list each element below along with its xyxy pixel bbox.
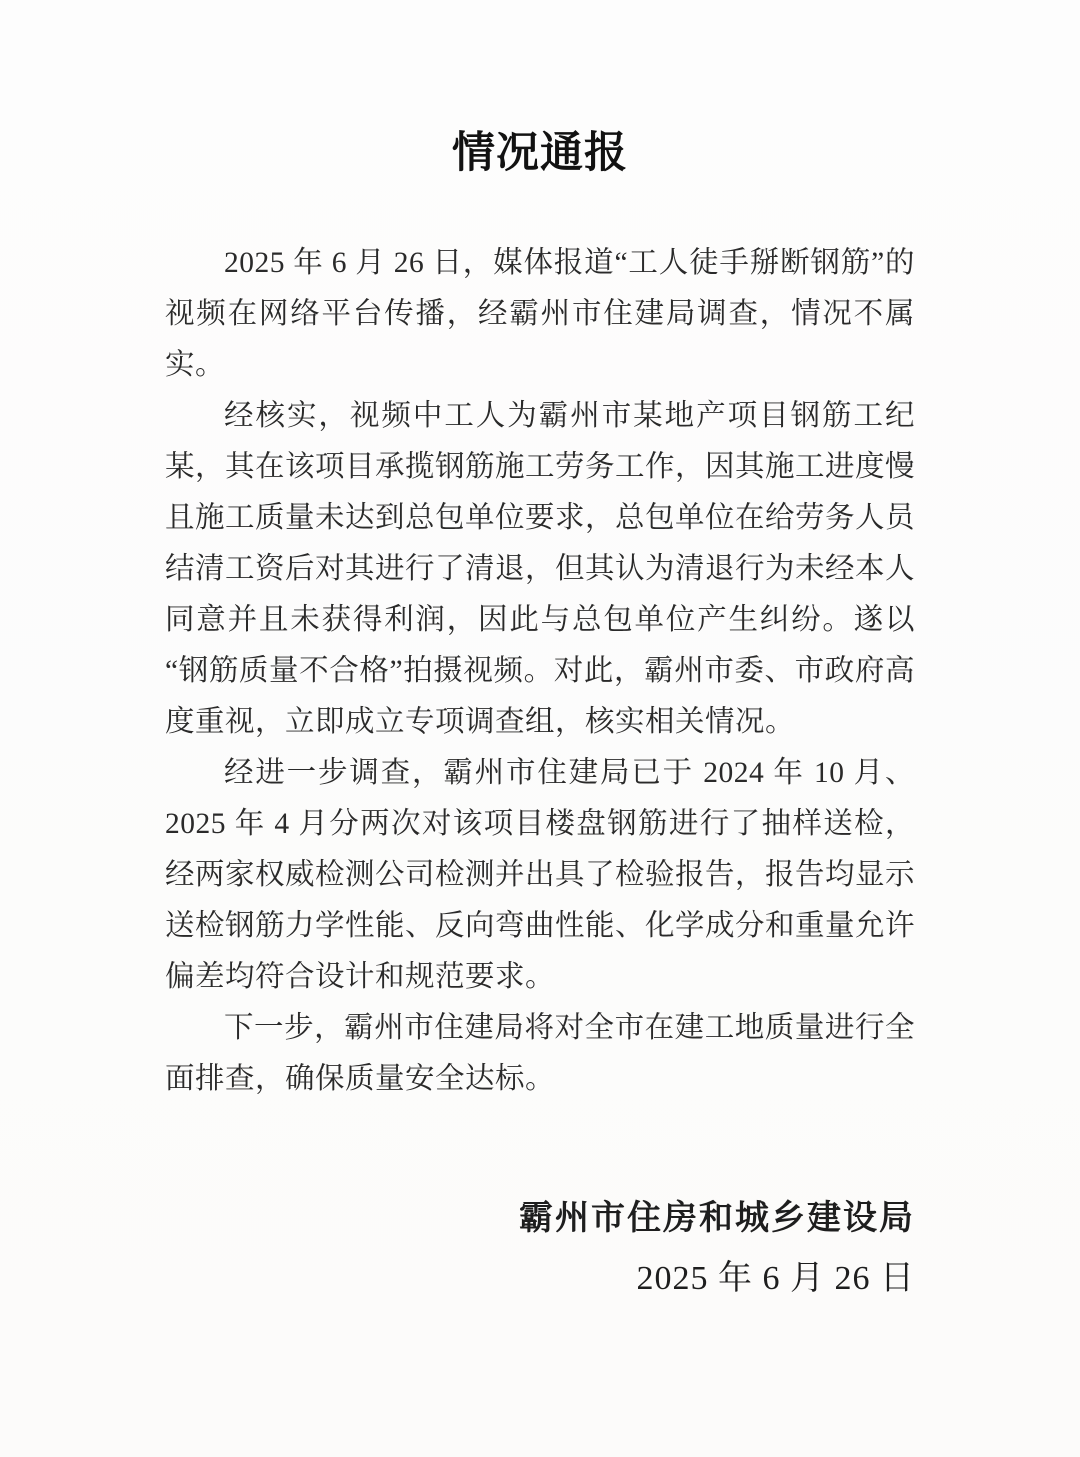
signature-date: 2025 年 6 月 26 日 xyxy=(636,1260,915,1297)
document-body xyxy=(165,238,915,1105)
document-title: 情况通报 xyxy=(452,130,628,177)
paragraph-4: 下一步，霸州市住建局将对全市在建工地质量进行全面排查，确保质量安全达标。 xyxy=(165,1012,915,1095)
signature-block xyxy=(165,1197,915,1301)
paragraph-2: 经核实，视频中工人为霸州市某地产项目钢筋工纪某，其在该项目承揽钢筋施工劳务工作，因其施工进度慢且施工质量未达到总包单位要求，总包单位在给劳务人员结清工资后对其进行了清退，但其认为清退行为未经本人同意并且未获得利润，因此与总包单位产生纠纷。遂以“钢筋质量不合格”拍摄视频。对此，霸州市委、市政府高度重视，立即成立专项调查组，核实相关情况。 xyxy=(165,400,916,738)
paragraph-1: 2025 年 6 月 26 日，媒体报道“工人徒手掰断钢筋”的视频在网络平台传播，经霸州市住建局调查，情况不属实。 xyxy=(165,247,915,381)
paragraph-3: 经进一步调查，霸州市住建局已于 2024 年 10 月、2025 年 4 月分两次对该项目楼盘钢筋进行了抽样送检，经两家权威检测公司检测并出具了检验报告，报告均显示送检钢筋力学性能、反向弯曲性能、化学成分和重量允许偏差均符合设计和规范要求。 xyxy=(165,757,916,993)
signature-organization: 霸州市住房和城乡建设局 xyxy=(519,1200,915,1237)
